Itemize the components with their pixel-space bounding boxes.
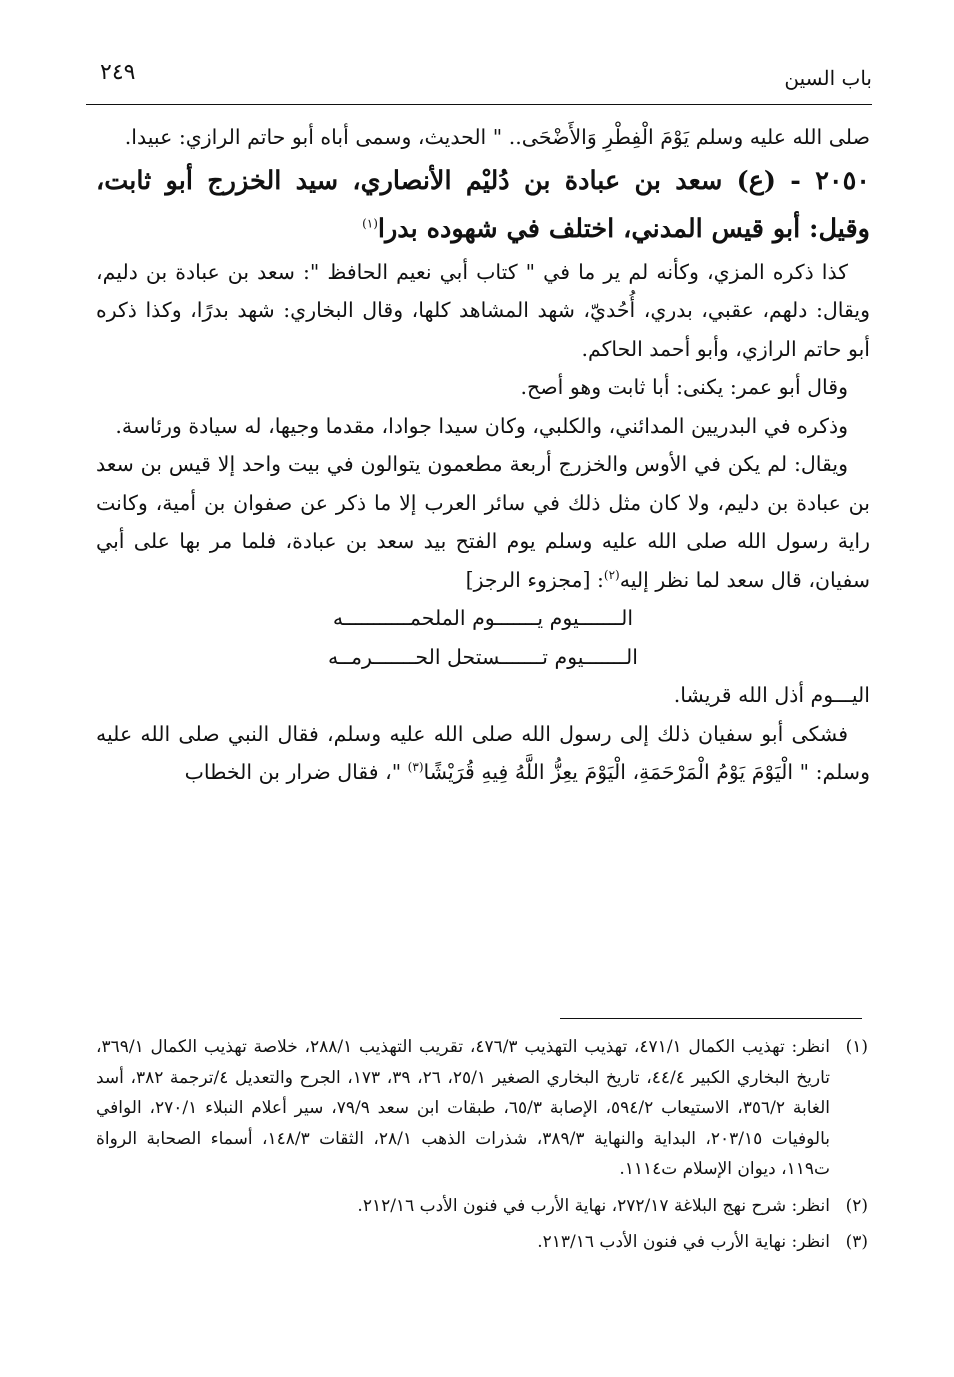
paragraph-7-tail: "، فقال ضرار بن الخطاب [184, 760, 408, 784]
entry-heading [96, 157, 870, 253]
footnote-separator [560, 1018, 862, 1019]
verse-line-1: الـــــــيوم يـــــــوم الملحمـــــــــــه [332, 606, 634, 630]
chapter-title: باب السين [784, 66, 872, 90]
footnote-2 [96, 1191, 868, 1222]
footnotes [96, 1032, 868, 1258]
footnote-3 [96, 1227, 868, 1258]
footnote-ref-2[interactable]: (٢) [603, 567, 620, 582]
footnote-2-number: (٢) [845, 1195, 868, 1216]
paragraph-6: اليـــوم أذل الله قريشا. [673, 683, 870, 707]
paragraph-7 [96, 715, 870, 792]
paragraph-1: صلى الله عليه وسلم يَوْمَ الْفِطْرِ وَالأَضْحَى.. " الحديث، وسمى أباه أبو حاتم الرازي: عبيدا. [124, 125, 870, 149]
main-text [96, 118, 870, 792]
paragraph-5-tail: : [مجزوء الرجز] [465, 567, 604, 592]
footnote-ref-1[interactable]: (١) [362, 216, 378, 230]
paragraph-2: كذا ذكره المزي، وكأنه لم ير ما في " كتاب أبي نعيم الحافظ ": سعد بن عبادة بن دليم، ويقال: دلهم، عقبي، بدري، أُحُديّ، شهد المشاهد كلها، وقال البخاري: شهد بدرًا، وكذا ذكره أبو حاتم الرازي، وأبو أحمد الحاكم. [96, 259, 870, 361]
footnote-2-text: انظر: شرح نهج البلاغة ٢٧٢/١٧، نهاية الأرب في فنون الأدب ٢١٢/١٦. [357, 1195, 830, 1216]
footnote-3-number: (٣) [845, 1232, 868, 1252]
footnote-ref-3[interactable]: (٣) [407, 760, 424, 775]
paragraph-7-text: فشكى أبو سفيان ذلك إلى رسول الله صلى الله عليه وسلم، فقال النبي صلى الله عليه وسلم: " الْيَوْمَ يَوْمُ الْمَرْحَمَةِ، الْيَوْمَ يعِزُّ اللَّهُ فِيهِ قُرَيْشًا [96, 721, 870, 784]
verse-line-2: الـــــــيوم تـــــــستحل الحـــــــرمــه [328, 644, 638, 669]
paragraph-3: وقال أبو عمر: يكنى: أبا ثابت وهو أصح. [520, 375, 848, 399]
page-header [86, 52, 872, 105]
page-number: ٢٤٩ [100, 60, 136, 85]
footnote-1-text: انظر: تهذيب الكمال ٤٧١/١، تهذيب التهذيب ٤٧٦/٣، تقريب التهذيب ٢٨٨/١، خلاصة تهذيب الكمال ٣٦٩/١، تاريخ البخاري الكبير ٤٤/٤، تاريخ البخاري الصغير ٢٥/١، ٢٦، ٣٩، ١٧٣، الجرح والتعديل ٤/ترجمة ٣٨٢، أسد الغابة ٣٥٦/٢، الاستيعاب ٥٩٤/٢، الإصابة ٦٥/٣، طبقات ابن سعد ٧٩/٩، سير أعلام النبلاء ٢٧٠/١، الوافي بالوفيات ٢٠٣/١٥، البداية والنهاية ٣٨٩/٣، شذرات الذهب ٢٨/١، الثقات ١٤٨/٣، أسماء الصحابة الرواة ت١١٩، ديوان الإسلام ت١١١٤. [96, 1037, 831, 1179]
paragraph-4: وذكره في البدريين المدائني، والكلبي، وكان سيدا جوادا، مقدما وجيها، له سيادة ورئاسة. [115, 413, 848, 438]
footnote-1-number: (١) [845, 1037, 868, 1057]
footnote-3-text: انظر: نهاية الأرب في فنون الأدب ٢١٣/١٦. [537, 1232, 830, 1252]
paragraph-5-text: ويقال: لم يكن في الأوس والخزرج أربعة مطعمون يتوالون في بيت واحد إلا قيس بن سعد بن عبادة بن دليم، ولا كان مثل ذلك في سائر العرب إلا ما ذكر عن صفوان بن أمية، وكانت راية رسول الله صلى الله عليه وسلم يوم الفتح بيد سعد بن عبادة، فلما مر بها على أبي سفيان، قال سعد لما نظر إليه [96, 452, 870, 592]
verse-block [96, 599, 870, 676]
paragraph-5 [96, 445, 870, 599]
entry-heading-text: ٢٠٥٠ - (ع) سعد بن عبادة بن دُليْم الأنصاري، سيد الخزرج أبو ثابت، وقيل: أبو قيس المدني، اختلف في شهوده بدرا [96, 165, 870, 244]
footnote-1 [96, 1032, 868, 1185]
